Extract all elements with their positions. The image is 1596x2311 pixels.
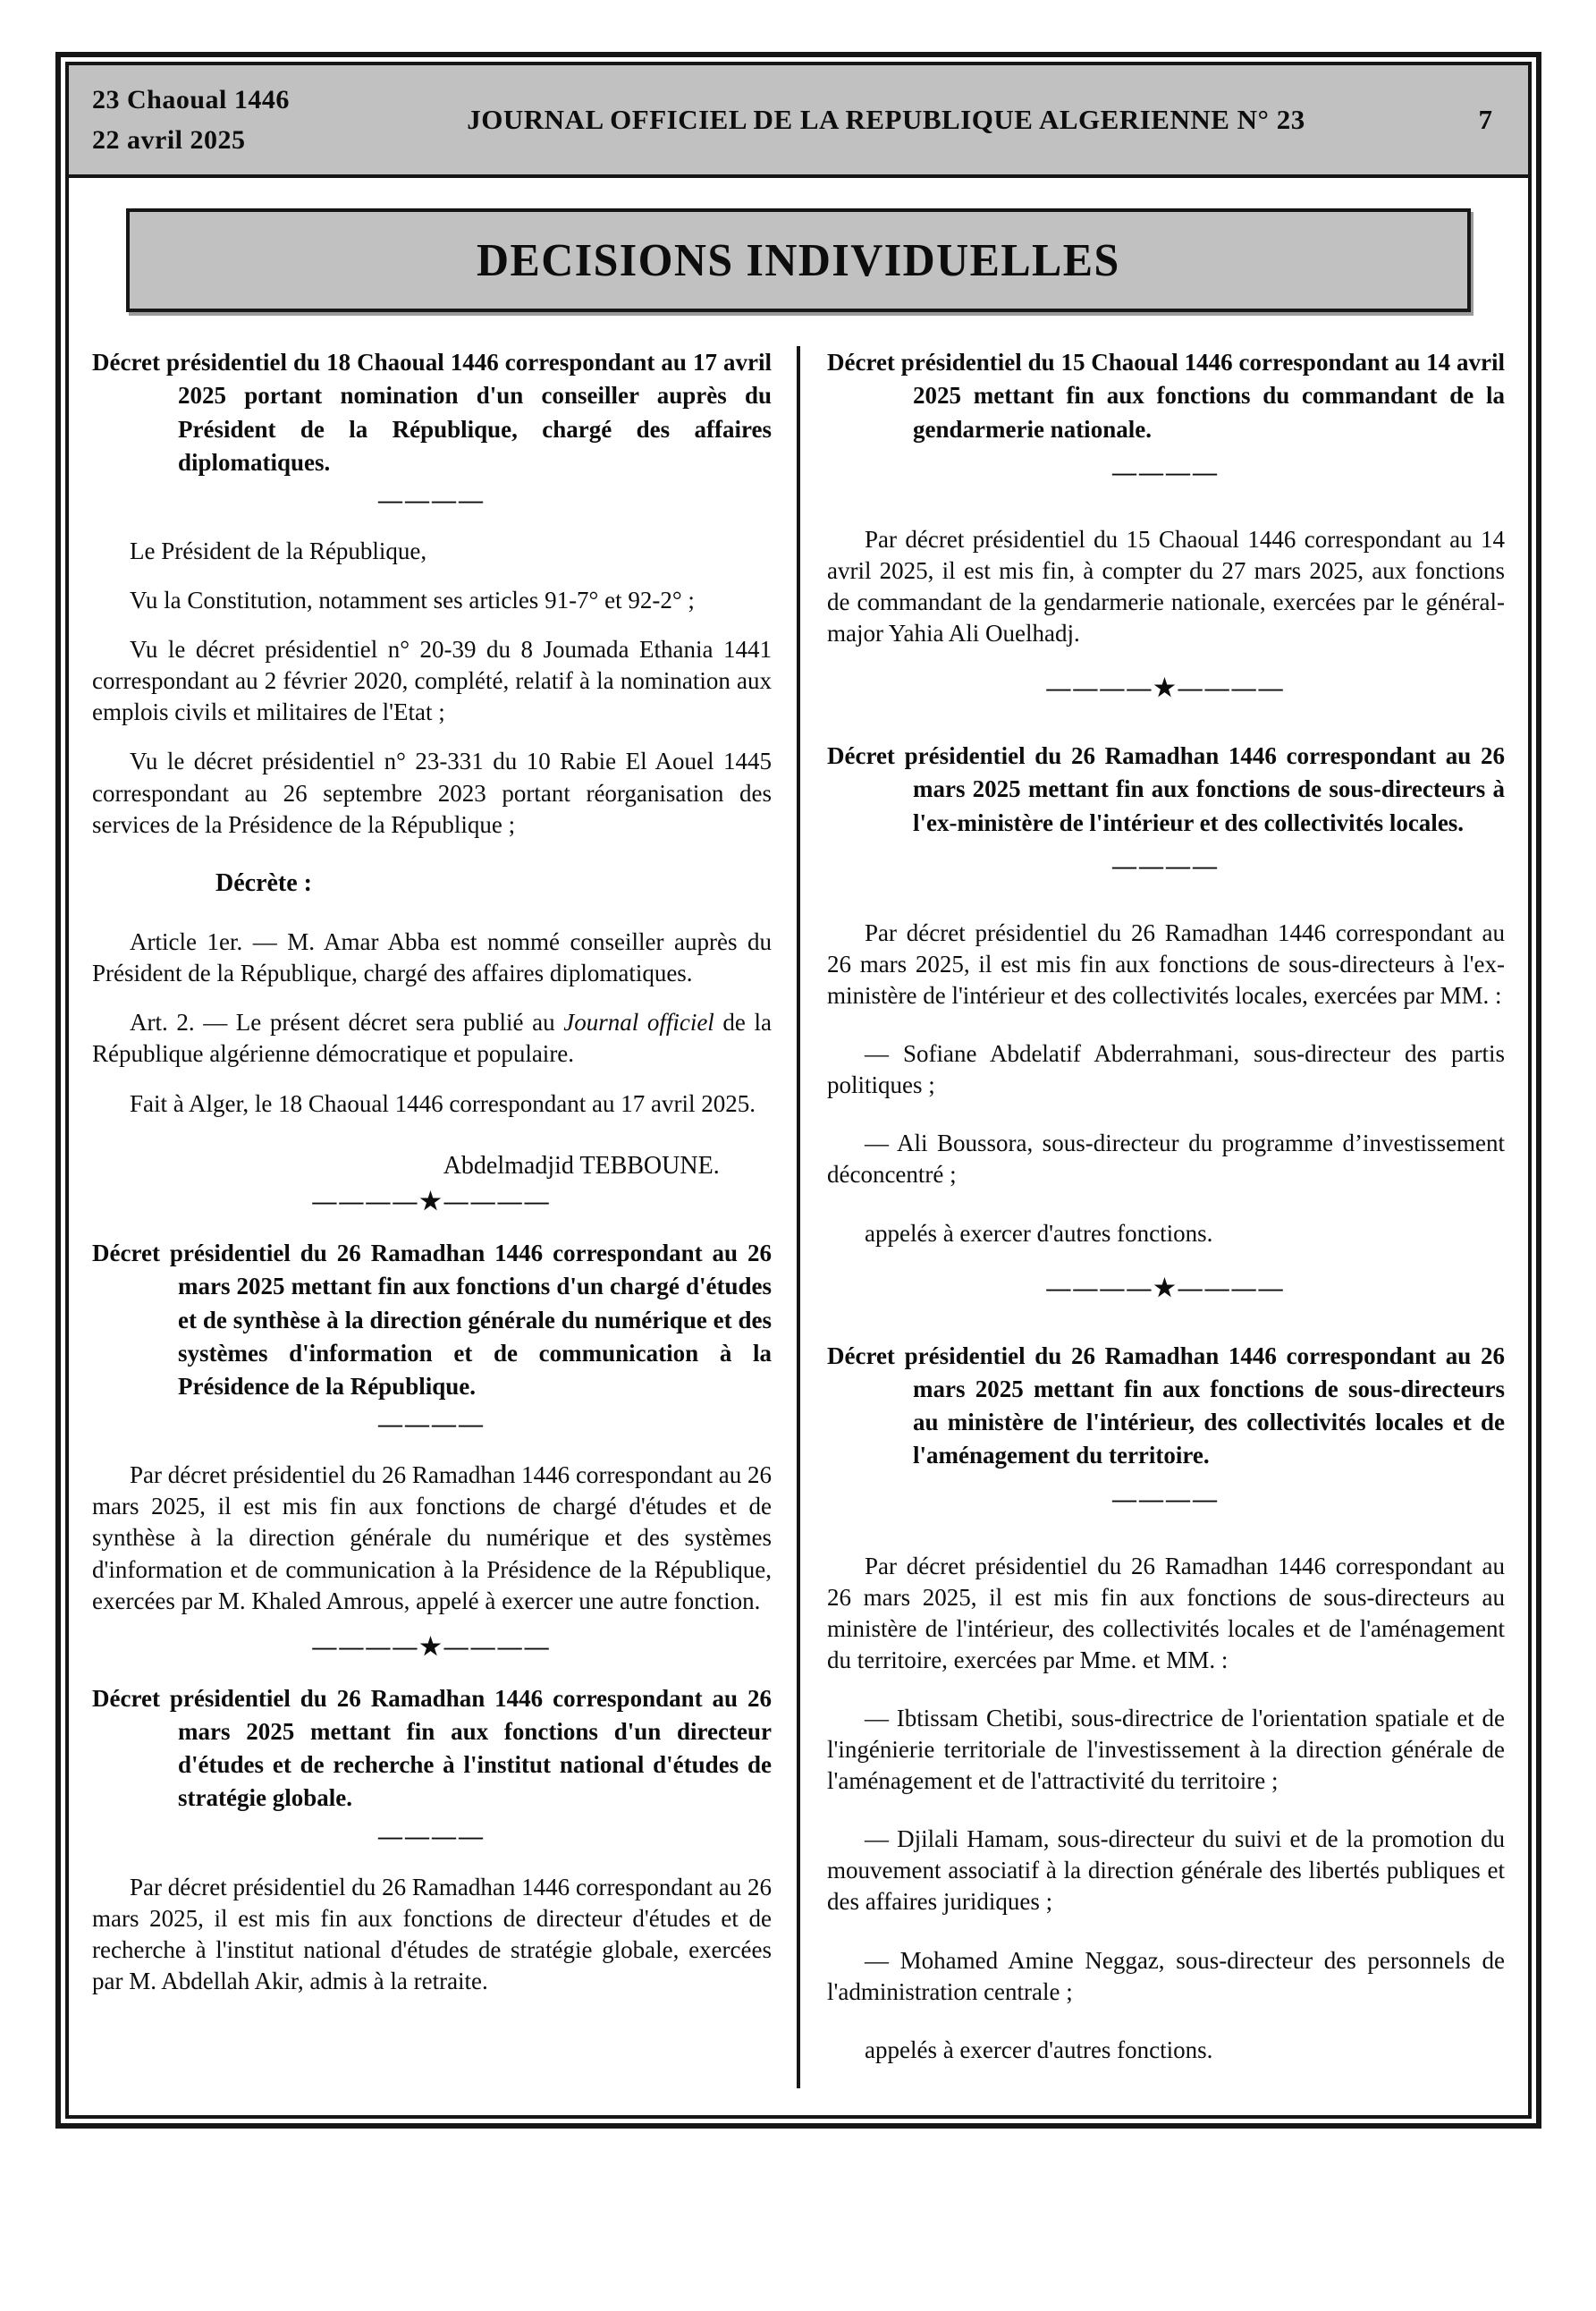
decree-title: Décret présidentiel du 26 Ramadhan 1446 correspondant au 26 mars 2025 mettant fin aux fonctions de sous-directeurs au ministère de l'intérieur, des collectivités locales et de l'aménagement du territoire. — [826, 1342, 1505, 1469]
paragraph-fait-a-alger: Fait à Alger, le 18 Chaoual 1446 correspondant au 17 avril 2025. — [130, 1089, 756, 1117]
header-band — [69, 65, 1528, 178]
decree-footer-paragraph: appelés à exercer d'autres fonctions. — [864, 2036, 1213, 2063]
paragraph-vu-decret-23-331: Vu le décret présidentiel n° 23-331 du 10 Rabie El Aouel 1445 correspondant au 26 septembre 2023 portant réorganisation des services de la Présidence de la République ; — [92, 748, 772, 838]
columns-container — [69, 346, 1528, 2115]
decree-title: Décret présidentiel du 26 Ramadhan 1446 correspondant au 26 mars 2025 mettant fin aux fonctions d'un chargé d'études et de synthèse à la direction générale du numérique et des systèmes d'information et de communication à la Présidence de la République. — [92, 1240, 772, 1400]
separator-dashes: ———— — [378, 1410, 486, 1438]
page-sheet — [55, 52, 1541, 2129]
paragraph-article-2 — [92, 1007, 772, 1070]
journal-officiel-italic: Journal officiel — [563, 1009, 714, 1037]
decree-title: Décret présidentiel du 15 Chaoual 1446 correspondant au 14 avril 2025 mettant fin aux fonctions du commandant de la gendarmerie nationale. — [826, 349, 1505, 443]
date-hijri: 23 Chaoual 1446 — [92, 85, 290, 114]
paragraph-vu-decret-20-39: Vu le décret présidentiel n° 20-39 du 8 Joumada Ethania 1441 correspondant au 2 février 2020, complété, relatif à la nomination aux emplois civils et militaires de l'Etat ; — [92, 636, 772, 726]
right-column — [800, 346, 1526, 2115]
header-dates — [92, 80, 387, 160]
decree-title: Décret présidentiel du 18 Chaoual 1446 correspondant au 17 avril 2025 portant nomination d'un conseiller auprès du Président de la République, chargé des affaires diplomatiques. — [92, 349, 772, 476]
decree-body-paragraph: Par décret présidentiel du 15 Chaoual 1446 correspondant au 14 avril 2025, il est mis fin, à compter du 27 mars 2025, aux fonctions de commandant de la gendarmerie nationale, exercées par le général-major Yahia Ali Ouelhadj. — [826, 525, 1505, 648]
decree-title: Décret présidentiel du 26 Ramadhan 1446 correspondant au 26 mars 2025 mettant fin aux fonctions de sous-directeurs à l'ex-ministère de l'intérieur et des collectivités locales. — [826, 742, 1505, 836]
date-gregorian: 22 avril 2025 — [92, 125, 246, 155]
separator-star: ————★———— — [312, 1632, 552, 1660]
paragraph-article-1: Article 1er. — M. Amar Abba est nommé conseiller auprès du Président de la République, chargé des affaires diplomatiques. — [92, 928, 772, 987]
signature: Abdelmadjid TEBBOUNE. — [443, 1151, 720, 1180]
list-item: — Ibtissam Chetibi, sous-directrice de l'orientation spatiale et de l'ingénierie territoriale de l'investissement à la direction générale de l'aménagement et de l'attractivité du territoire ; — [826, 1705, 1505, 1795]
decree-title: Décret présidentiel du 26 Ramadhan 1446 correspondant au 26 mars 2025 mettant fin aux fonctions d'un directeur d'études et de recherche à l'institut national d'études de stratégie globale. — [92, 1684, 772, 1812]
list-item: — Djilali Hamam, sous-directeur du suivi et de la promotion du mouvement associatif à la direction générale des libertés publiques et des affaires juridiques ; — [826, 1825, 1505, 1916]
list-item: — Mohamed Amine Neggaz, sous-directeur des personnels de l'administration centrale ; — [826, 1946, 1505, 2005]
separator-dashes: ———— — [1111, 458, 1220, 486]
decree-body-paragraph: Par décret présidentiel du 26 Ramadhan 1446 correspondant au 26 mars 2025, il est mis fin aux fonctions de chargé d'études et de synthèse à la direction générale du numérique et des systèmes d'information et de communication à la Présidence de la République, exercées par M. Khaled Amrous, appelé à exercer une autre fonction. — [92, 1461, 772, 1614]
separator-dashes: ———— — [1111, 1485, 1220, 1512]
separator-star: ————★———— — [1046, 674, 1286, 702]
decrete-label: Décrète : — [215, 868, 313, 897]
article-2-text: Art. 2. — Le présent décret sera publié au — [130, 1009, 564, 1037]
paragraph-president: Le Président de la République, — [130, 538, 427, 564]
separator-star: ————★———— — [1046, 1274, 1286, 1301]
page-inner-frame — [65, 62, 1532, 2119]
list-item: — Sofiane Abdelatif Abderrahmani, sous-directeur des partis politiques ; — [826, 1040, 1505, 1099]
list-item: — Ali Boussora, sous-directeur du programme d’investissement déconcentré ; — [826, 1130, 1505, 1189]
decisions-banner-title: DECISIONS INDIVIDUELLES — [477, 234, 1120, 286]
decree-body-paragraph: Par décret présidentiel du 26 Ramadhan 1446 correspondant au 26 mars 2025, il est mis fin aux fonctions de sous-directeurs au ministère de l'intérieur, des collectivités locales et de l'aménagement du territoire, exercées par Mme. et MM. : — [826, 1552, 1505, 1673]
paragraph-vu-constitution: Vu la Constitution, notamment ses articles 91-7° et 92-2° ; — [130, 587, 695, 614]
decisions-banner — [126, 208, 1471, 312]
page-number: 7 — [1478, 104, 1492, 135]
separator-star: ————★———— — [312, 1188, 552, 1215]
decree-footer-paragraph: appelés à exercer d'autres fonctions. — [864, 1219, 1213, 1247]
decree-body-paragraph: Par décret présidentiel du 26 Ramadhan 1446 correspondant au 26 mars 2025, il est mis fin aux fonctions de sous-directeurs à l'ex-ministère de l'intérieur et des collectivités locales, exercées par MM. : — [826, 918, 1505, 1010]
separator-dashes: ———— — [1111, 851, 1220, 879]
separator-dashes: ———— — [378, 1822, 486, 1850]
left-column — [71, 346, 797, 2115]
article-2-text-end: de la République algérienne démocratique et populaire. — [92, 1009, 772, 1068]
separator-dashes: ———— — [378, 487, 486, 513]
decree-body-paragraph: Par décret présidentiel du 26 Ramadhan 1446 correspondant au 26 mars 2025, il est mis fin aux fonctions de directeur d'études et de recherche à l'institut national d'études de stratégie globale, exercées par M. Abdellah Akir, admis à la retraite. — [92, 1873, 772, 1994]
journal-title: JOURNAL OFFICIEL DE LA REPUBLIQUE ALGERIENNE N° 23 — [467, 104, 1305, 135]
